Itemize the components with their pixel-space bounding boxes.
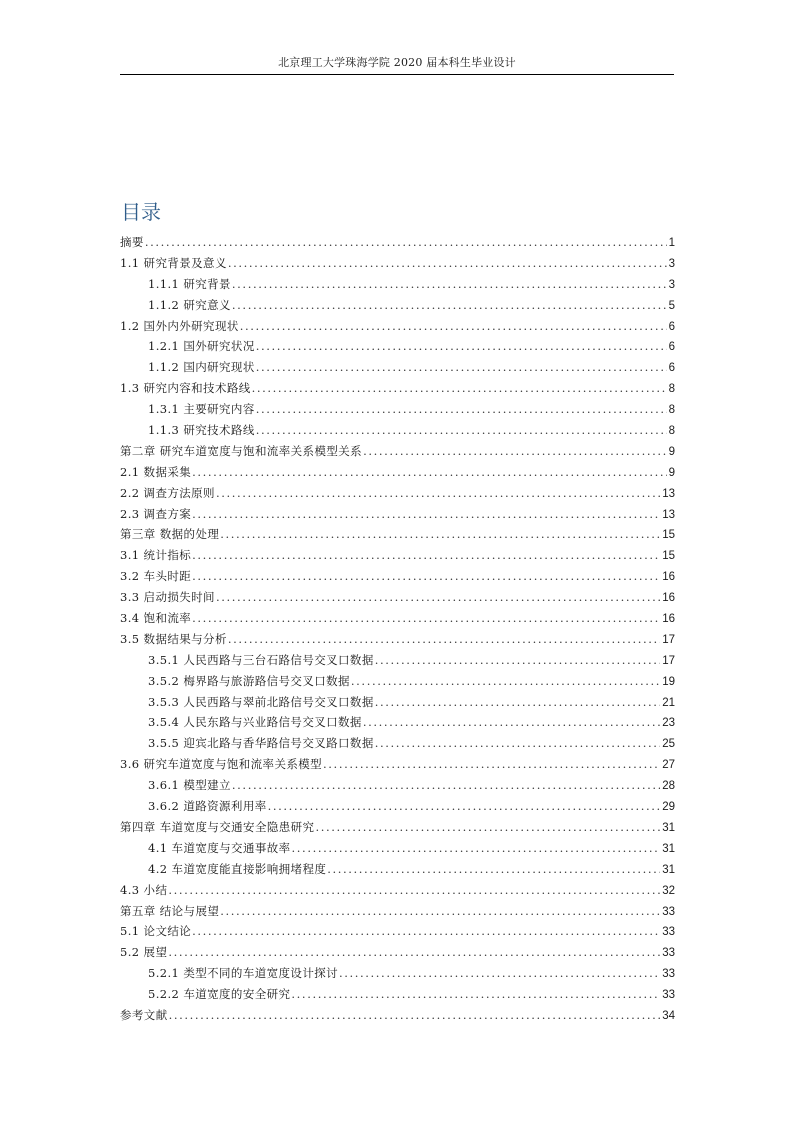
table-of-contents (120, 232, 675, 1026)
toc-title: 目录 (121, 200, 161, 224)
toc-entry-page-number: 16 (662, 592, 675, 605)
toc-entry-label: 3.5 数据结果与分析 (120, 631, 227, 646)
toc-dot-leader (256, 420, 667, 441)
toc-entry[interactable] (120, 838, 675, 859)
toc-entry[interactable] (120, 733, 675, 754)
toc-dot-leader (375, 650, 660, 671)
page-header-text: 北京理工大学珠海学院 2020 届本科生毕业设计 (278, 56, 516, 69)
toc-entry-page-number: 29 (662, 801, 675, 814)
toc-entry[interactable] (120, 984, 675, 1005)
toc-dot-leader (192, 921, 660, 942)
toc-entry-page-number: 1 (668, 237, 675, 249)
toc-entry-page-number: 15 (662, 550, 675, 563)
toc-entry[interactable] (120, 692, 675, 713)
toc-entry-label: 4.2 车道宽度能直接影响拥堵程度 (148, 861, 327, 876)
toc-entry-label: 3.6 研究车道宽度与饱和流率关系模型 (120, 757, 323, 772)
toc-entry-label: 1.2.1 国外研究状况 (148, 339, 255, 354)
toc-dot-leader (292, 838, 661, 859)
toc-entry-label: 3.2 车头时距 (120, 569, 192, 584)
toc-dot-leader (252, 378, 667, 399)
toc-entry-label: 3.1 统计指标 (120, 548, 192, 563)
toc-entry-label: 5.2.2 车道宽度的安全研究 (148, 987, 291, 1002)
toc-dot-leader (363, 712, 660, 733)
toc-entry-label: 第四章 车道宽度与交通安全隐患研究 (120, 819, 315, 834)
toc-entry-label: 3.5.1 人民西路与三台石路信号交叉口数据 (148, 652, 374, 667)
toc-entry-label: 1.1.1 研究背景 (148, 276, 231, 291)
toc-entry[interactable] (120, 504, 675, 525)
toc-entry-page-number: 21 (662, 696, 675, 709)
toc-entry-label: 2.2 调查方法原则 (120, 485, 215, 500)
toc-dot-leader (256, 399, 667, 420)
toc-entry-label: 2.1 数据采集 (120, 464, 192, 479)
toc-entry[interactable] (120, 629, 675, 650)
toc-dot-leader (216, 483, 660, 504)
toc-entry-page-number: 33 (662, 926, 675, 939)
toc-entry[interactable] (120, 880, 675, 901)
toc-entry-page-number: 16 (662, 571, 675, 584)
toc-entry[interactable] (120, 754, 675, 775)
toc-entry-page-number: 16 (662, 613, 675, 626)
toc-dot-leader (232, 295, 667, 316)
toc-dot-leader (339, 963, 660, 984)
toc-entry[interactable] (120, 232, 675, 253)
toc-entry-label: 1.1 研究背景及意义 (120, 255, 227, 270)
toc-dot-leader (327, 859, 660, 880)
toc-entry[interactable] (120, 587, 675, 608)
toc-entry-label: 2.3 调查方案 (120, 506, 192, 521)
toc-entry-label: 第三章 数据的处理 (120, 527, 220, 542)
toc-entry-page-number: 9 (668, 445, 675, 458)
toc-entry[interactable] (120, 336, 675, 357)
toc-entry-page-number: 25 (662, 738, 675, 751)
toc-entry-page-number: 13 (662, 508, 675, 521)
toc-entry-page-number: 9 (668, 466, 675, 479)
toc-entry-label: 1.1.3 研究技术路线 (148, 423, 255, 438)
toc-entry[interactable] (120, 859, 675, 880)
toc-entry[interactable] (120, 775, 675, 796)
toc-entry-label: 4.3 小结 (120, 882, 168, 897)
toc-entry-page-number: 13 (662, 487, 675, 500)
toc-dot-leader (145, 232, 667, 253)
toc-entry-page-number: 19 (662, 675, 675, 688)
toc-dot-leader (323, 754, 660, 775)
toc-entry-label: 第二章 研究车道宽度与饱和流率关系模型关系 (120, 443, 363, 458)
toc-entry-label: 3.5.3 人民西路与翠前北路信号交叉口数据 (148, 694, 374, 709)
toc-dot-leader (220, 524, 660, 545)
toc-dot-leader (256, 357, 667, 378)
toc-entry-label: 4.1 车道宽度与交通事故率 (148, 840, 291, 855)
toc-dot-leader (192, 545, 660, 566)
toc-entry[interactable] (120, 399, 675, 420)
toc-dot-leader (192, 608, 660, 629)
toc-entry-page-number: 33 (662, 968, 675, 981)
toc-entry[interactable] (120, 545, 675, 566)
toc-entry-label: 1.2 国外内外研究现状 (120, 318, 239, 333)
toc-dot-leader (240, 316, 667, 337)
toc-dot-leader (192, 566, 660, 587)
toc-dot-leader (216, 587, 660, 608)
toc-entry[interactable] (120, 921, 675, 942)
toc-entry-page-number: 31 (662, 821, 675, 834)
toc-entry[interactable] (120, 712, 675, 733)
toc-entry[interactable] (120, 316, 675, 337)
toc-entry-label: 3.5.2 梅界路与旅游路信号交叉口数据 (148, 673, 350, 688)
toc-entry[interactable] (120, 901, 675, 922)
toc-dot-leader (168, 880, 660, 901)
toc-dot-leader (169, 1005, 661, 1026)
toc-entry[interactable] (120, 357, 675, 378)
page-header (120, 52, 674, 75)
toc-entry-label: 3.3 启动损失时间 (120, 590, 215, 605)
toc-dot-leader (168, 942, 660, 963)
toc-entry[interactable] (120, 483, 675, 504)
toc-entry[interactable] (120, 420, 675, 441)
toc-entry-page-number: 28 (662, 780, 675, 793)
toc-dot-leader (256, 336, 667, 357)
toc-entry-page-number: 17 (662, 633, 675, 646)
toc-entry-label: 3.5.5 迎宾北路与香华路信号交叉路口数据 (148, 736, 374, 751)
toc-entry-label: 1.3 研究内容和技术路线 (120, 381, 251, 396)
toc-entry[interactable] (120, 274, 675, 295)
toc-dot-leader (192, 462, 666, 483)
toc-dot-leader (268, 796, 661, 817)
toc-entry-label: 摘要 (120, 235, 144, 249)
toc-entry-page-number: 6 (668, 320, 675, 333)
toc-dot-leader (220, 901, 660, 922)
toc-entry[interactable] (120, 462, 675, 483)
toc-dot-leader (363, 441, 667, 462)
toc-dot-leader (351, 671, 660, 692)
toc-dot-leader (232, 775, 660, 796)
toc-entry-label: 3.6.2 道路资源利用率 (148, 799, 267, 814)
toc-entry[interactable] (120, 942, 675, 963)
toc-entry[interactable] (120, 796, 675, 817)
toc-entry[interactable] (120, 963, 675, 984)
toc-entry-page-number: 8 (668, 404, 675, 417)
toc-dot-leader (228, 629, 660, 650)
toc-entry-page-number: 31 (662, 842, 675, 855)
toc-entry-label: 第五章 结论与展望 (120, 903, 220, 918)
toc-entry[interactable] (120, 608, 675, 629)
toc-entry-page-number: 6 (668, 341, 675, 354)
toc-entry-page-number: 33 (662, 905, 675, 918)
toc-dot-leader (291, 984, 660, 1005)
toc-entry-page-number: 15 (662, 529, 675, 542)
toc-entry[interactable] (120, 378, 675, 399)
toc-entry-page-number: 33 (662, 989, 675, 1002)
toc-entry-label: 参考文献 (120, 1007, 168, 1022)
toc-entry-page-number: 8 (668, 425, 675, 438)
toc-entry-label: 3.5.4 人民东路与兴业路信号交叉口数据 (148, 715, 362, 730)
toc-entry-page-number: 34 (662, 1009, 675, 1022)
toc-entry[interactable] (120, 817, 675, 838)
toc-entry[interactable] (120, 1005, 675, 1026)
toc-entry-page-number: 33 (662, 947, 675, 960)
toc-entry-label: 1.1.2 研究意义 (148, 297, 231, 312)
toc-entry[interactable] (120, 295, 675, 316)
toc-dot-leader (375, 692, 660, 713)
toc-entry-page-number: 8 (668, 383, 675, 396)
toc-entry-page-number: 17 (662, 654, 675, 667)
toc-entry-label: 1.1.2 国内研究现状 (148, 360, 255, 375)
toc-entry[interactable] (120, 524, 675, 545)
toc-entry-page-number: 3 (668, 257, 675, 270)
toc-entry[interactable] (120, 441, 675, 462)
toc-entry-label: 3.4 饱和流率 (120, 611, 192, 626)
toc-entry-page-number: 27 (662, 759, 675, 772)
toc-entry[interactable] (120, 671, 675, 692)
toc-entry-page-number: 5 (668, 299, 675, 312)
toc-entry-page-number: 23 (662, 717, 675, 730)
toc-dot-leader (232, 274, 667, 295)
toc-entry-label: 5.1 论文结论 (120, 924, 192, 939)
toc-entry-label: 1.3.1 主要研究内容 (148, 402, 255, 417)
toc-dot-leader (192, 504, 660, 525)
toc-entry-label: 3.6.1 模型建立 (148, 778, 231, 793)
toc-dot-leader (375, 733, 660, 754)
toc-entry-page-number: 6 (668, 362, 675, 375)
toc-entry-label: 5.2.1 类型不同的车道宽度设计探讨 (148, 966, 339, 981)
toc-entry[interactable] (120, 253, 675, 274)
toc-entry-page-number: 31 (662, 863, 675, 876)
toc-entry-page-number: 32 (662, 884, 675, 897)
toc-dot-leader (228, 253, 667, 274)
toc-entry[interactable] (120, 566, 675, 587)
toc-entry[interactable] (120, 650, 675, 671)
toc-entry-page-number: 3 (668, 278, 675, 291)
toc-entry-label: 5.2 展望 (120, 945, 168, 960)
toc-dot-leader (315, 817, 660, 838)
